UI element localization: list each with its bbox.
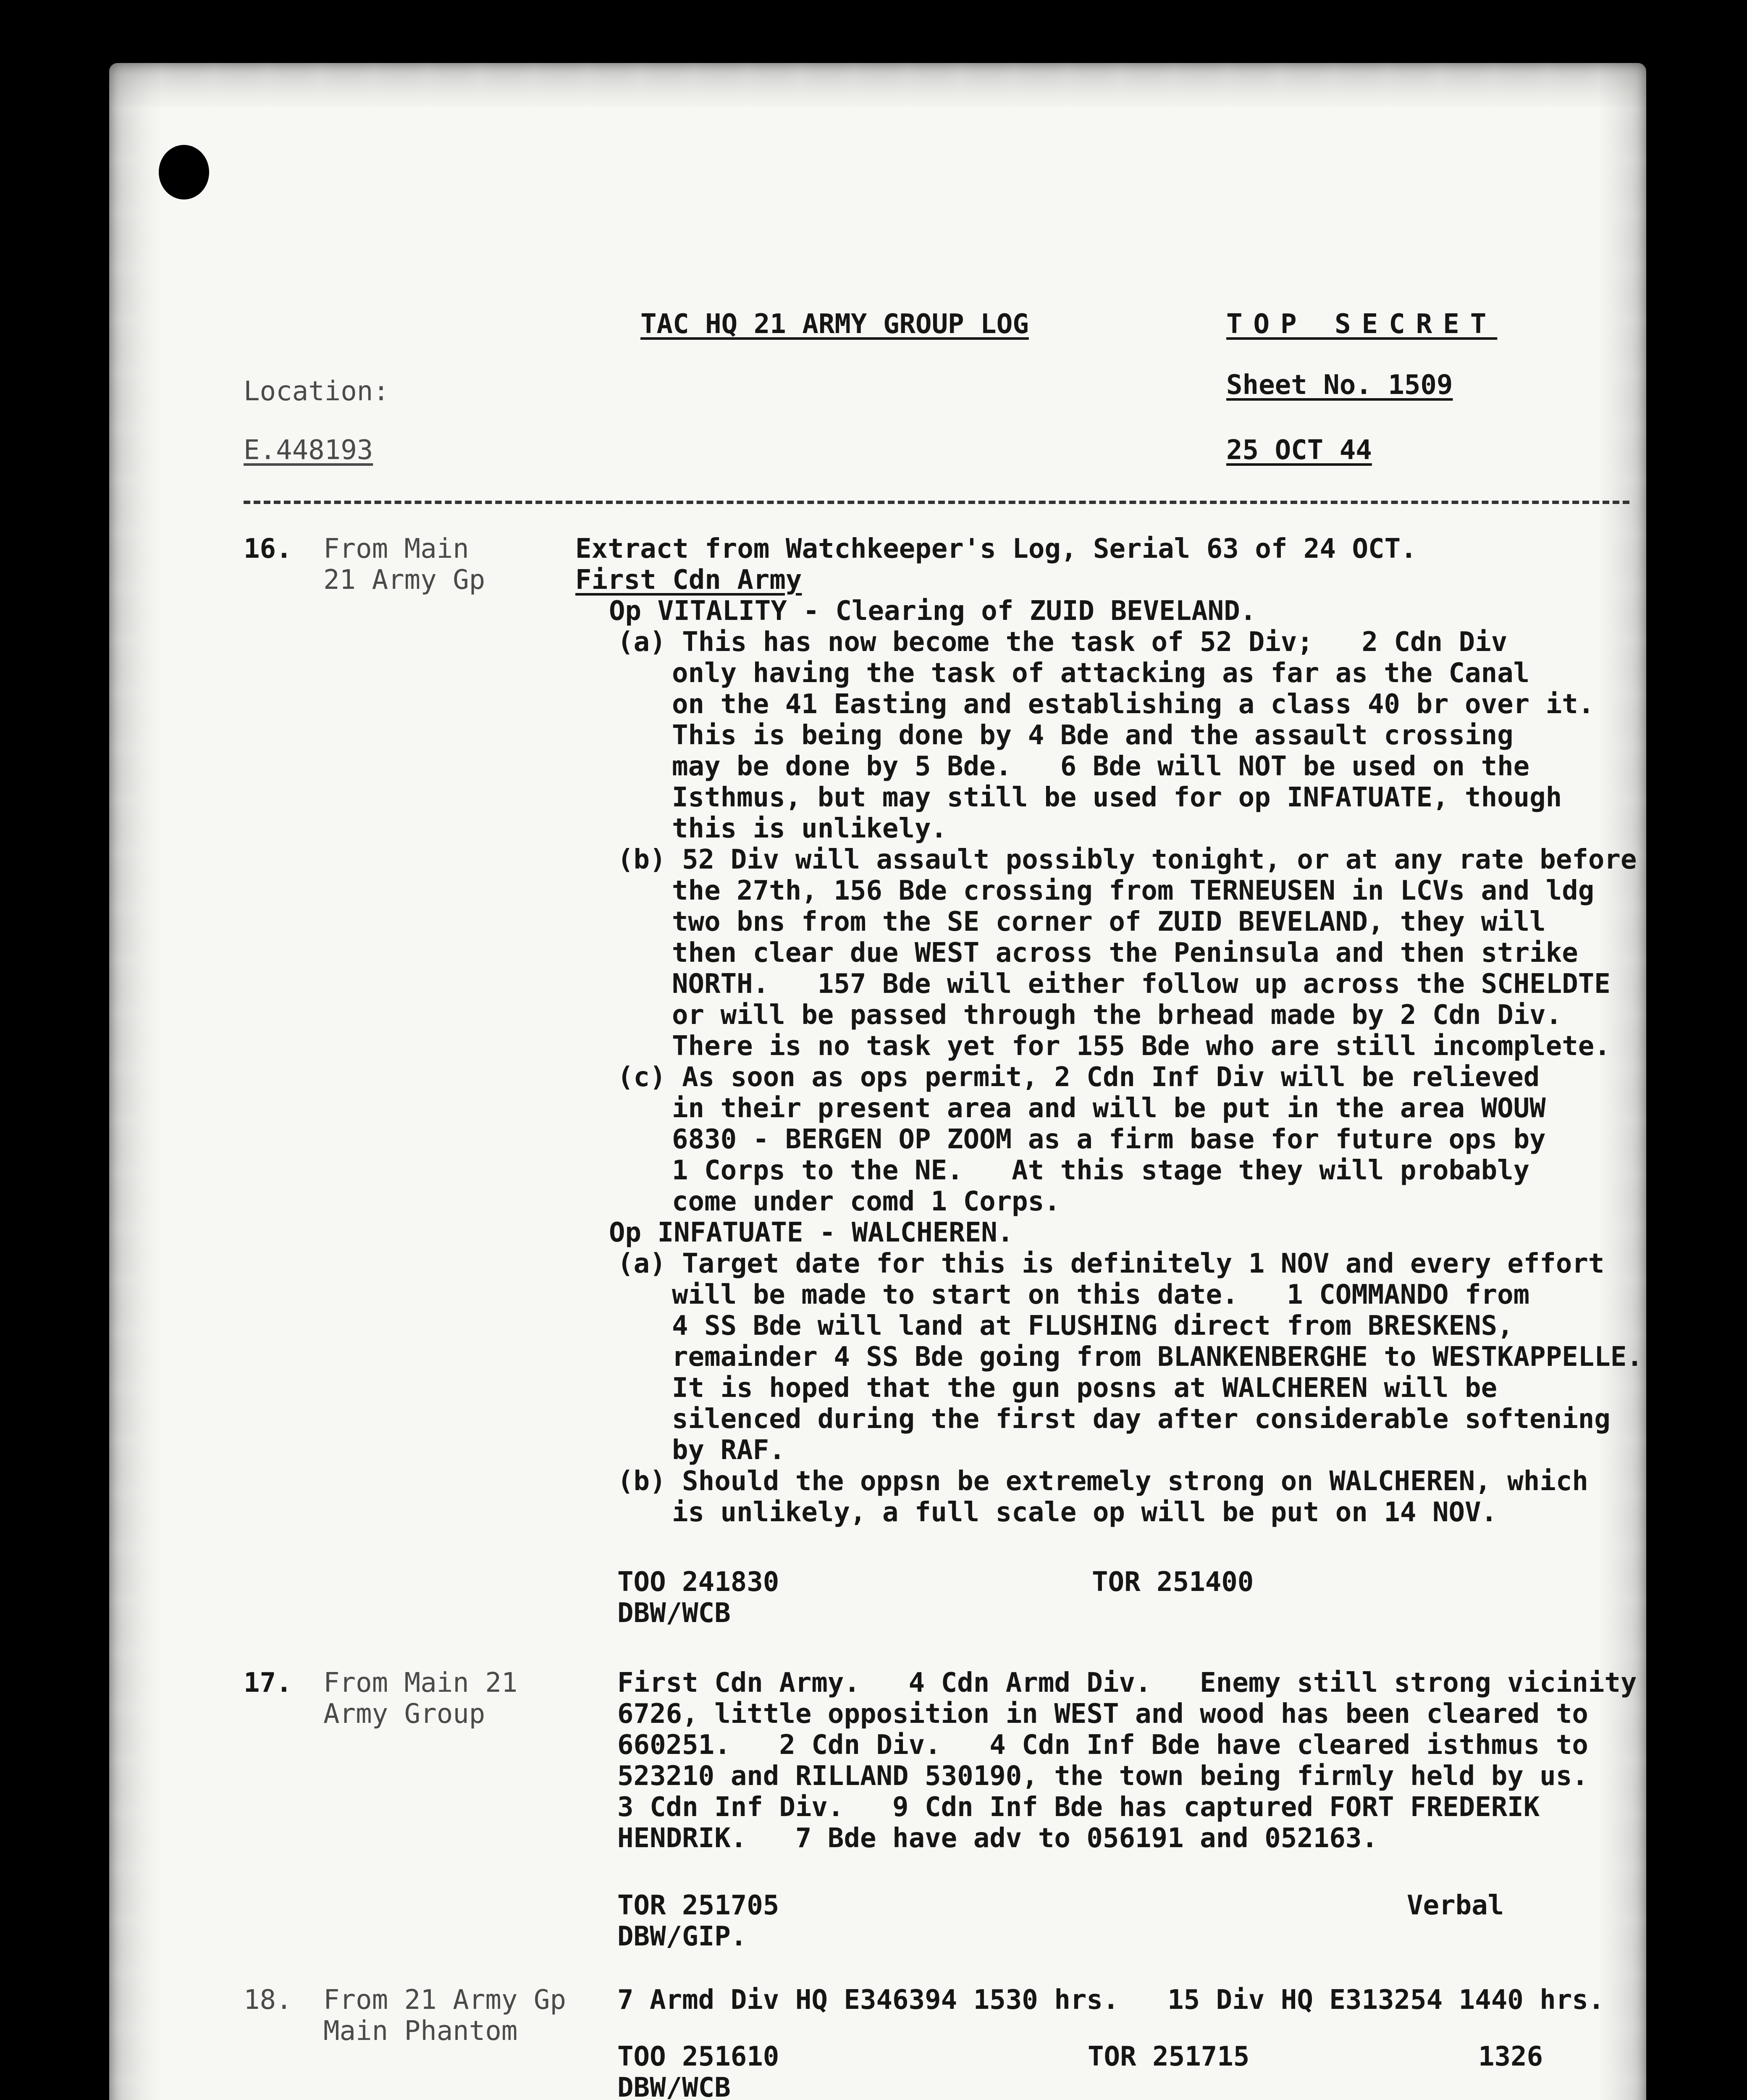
entry-from-line: From Main 21 <box>323 1667 518 1698</box>
entry-text-line: or will be passed through the brhead made by 2 Cdn Div. <box>672 1000 1562 1031</box>
entry-text-line: (b) Should the oppsn be extremely strong on WALCHEREN, which <box>617 1466 1588 1497</box>
entry-text-line: 523210 and RILLAND 530190, the town being firmly held by us. <box>617 1761 1588 1792</box>
entry-operator: DBW/WCB <box>617 2072 731 2100</box>
entry-text-line: remainder 4 SS Bde going from BLANKENBERGHE to WESTKAPPELLE. <box>672 1341 1643 1373</box>
entry-text-line: then clear due WEST across the Peninsula and then strike <box>672 937 1578 969</box>
entry-extra: Verbal <box>1407 1890 1504 1921</box>
entry-text-line: this is unlikely. <box>672 813 947 844</box>
entry-tor: TOR 251400 <box>1092 1567 1254 1598</box>
entry-text-line: (a) This has now become the task of 52 Div; 2 Cdn Div <box>617 627 1508 658</box>
sheet-number: Sheet No. 1509 <box>1226 370 1453 401</box>
entry-text-line: Extract from Watchkeeper's Log, Serial 63 of 24 OCT. <box>575 533 1417 564</box>
punch-hole <box>159 145 209 200</box>
entry-text-line: 3 Cdn Inf Div. 9 Cdn Inf Bde has captured FORT FREDERIK <box>617 1792 1540 1823</box>
entry-text-line: only having the task of attacking as far as the Canal <box>672 658 1530 689</box>
entry-text-line: 4 SS Bde will land at FLUSHING direct from BRESKENS, <box>672 1310 1514 1341</box>
entry-serial: 18. <box>244 1984 292 2016</box>
entry-from-line: 21 Army Gp <box>323 564 485 596</box>
entry-text-line: First Cdn Army <box>575 564 802 596</box>
entry-text-line: two bns from the SE corner of ZUID BEVELAND, they will <box>672 906 1546 937</box>
entry-text-line: will be made to start on this date. 1 COMMANDO from <box>672 1279 1530 1310</box>
entry-text-line: may be done by 5 Bde. 6 Bde will NOT be used on the <box>672 751 1530 782</box>
entry-text-line: in their present area and will be put in the area WOUW <box>672 1093 1546 1124</box>
entry-text-line: First Cdn Army. 4 Cdn Armd Div. Enemy still strong vicinity <box>617 1667 1637 1698</box>
entry-text-line: 6830 - BERGEN OP ZOOM as a firm base for future ops by <box>672 1124 1546 1155</box>
entry-too: TOR 251705 <box>617 1890 779 1921</box>
entry-from-line: From 21 Army Gp <box>323 1984 566 2016</box>
entry-from-line: Army Group <box>323 1698 485 1730</box>
entry-text-line: This is being done by 4 Bde and the assault crossing <box>672 720 1514 751</box>
entry-too: TOO 251610 <box>617 2041 779 2072</box>
entry-text-line: HENDRIK. 7 Bde have adv to 056191 and 052163. <box>617 1823 1378 1854</box>
log-title: TAC HQ 21 ARMY GROUP LOG <box>640 309 1029 340</box>
entry-text-line: 6726, little opposition in WEST and wood has been cleared to <box>617 1698 1588 1730</box>
entry-from-line: From Main <box>323 533 469 564</box>
entry-text-line: (c) As soon as ops permit, 2 Cdn Inf Div will be relieved <box>617 1062 1540 1093</box>
entry-text-line: Op VITALITY - Clearing of ZUID BEVELAND. <box>609 596 1256 627</box>
entry-serial: 17. <box>244 1667 292 1698</box>
entry-text-line: silenced during the first day after considerable softening <box>672 1404 1611 1435</box>
entry-text-line: come under comd 1 Corps. <box>672 1186 1060 1217</box>
entry-text-line: NORTH. 157 Bde will either follow up across the SCHELDTE <box>672 969 1611 1000</box>
entry-text-line: Isthmus, but may still be used for op INFATUATE, though <box>672 782 1562 813</box>
classification: TOP SECRET <box>1226 309 1498 340</box>
entry-text-line: (a) Target date for this is definitely 1 NOV and every effort <box>617 1248 1605 1279</box>
entry-text-line: 7 Armd Div HQ E346394 1530 hrs. 15 Div HQ E313254 1440 hrs. <box>617 1984 1605 2016</box>
entry-text-line: on the 41 Easting and establishing a class 40 br over it. <box>672 689 1595 720</box>
entry-text-line: 1 Corps to the NE. At this stage they will probably <box>672 1155 1530 1186</box>
entry-text-line: is unlikely, a full scale op will be put on 14 NOV. <box>672 1497 1498 1528</box>
entry-text-line: Op INFATUATE - WALCHEREN. <box>609 1217 1014 1248</box>
entry-operator: DBW/WCB <box>617 1598 731 1629</box>
entry-text-line: by RAF. <box>672 1435 785 1466</box>
entry-number: 1326 <box>1478 2041 1543 2072</box>
entry-too: TOO 241830 <box>617 1567 779 1598</box>
entry-text-line: the 27th, 156 Bde crossing from TERNEUSEN in LCVs and ldg <box>672 875 1595 906</box>
entry-text-line: 660251. 2 Cdn Div. 4 Cdn Inf Bde have cleared isthmus to <box>617 1730 1588 1761</box>
entry-tor: TOR 251715 <box>1088 2041 1250 2072</box>
entry-text-line: It is hoped that the gun posns at WALCHEREN will be <box>672 1373 1498 1404</box>
location-label: Location: <box>244 376 389 407</box>
entry-text-line: There is no task yet for 155 Bde who are still incomplete. <box>672 1031 1611 1062</box>
header-divider <box>244 501 1629 504</box>
location-value: E.448193 <box>244 435 373 466</box>
entry-serial: 16. <box>244 533 292 564</box>
entry-from-line: Main Phantom <box>323 2016 518 2047</box>
log-date: 25 OCT 44 <box>1226 435 1372 466</box>
entry-operator: DBW/GIP. <box>617 1921 747 1952</box>
entry-text-line: (b) 52 Div will assault possibly tonight, or at any rate before <box>617 844 1637 875</box>
